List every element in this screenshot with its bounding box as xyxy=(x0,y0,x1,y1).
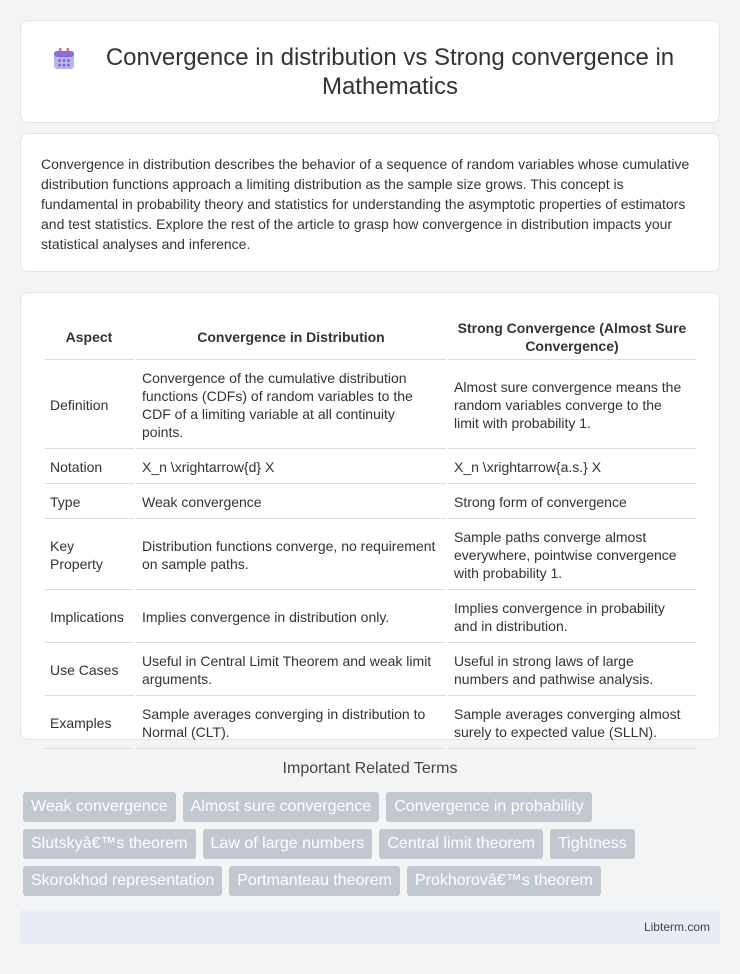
related-term-tag[interactable]: Convergence in probability xyxy=(386,792,591,822)
table-cell-aspect: Examples xyxy=(44,698,134,749)
comparison-table-card xyxy=(20,292,720,740)
related-term-tag[interactable]: Portmanteau theorem xyxy=(229,866,400,896)
table-cell: Implies convergence in probability and in distribution. xyxy=(448,592,696,643)
title-card xyxy=(20,20,720,123)
related-term-tag[interactable]: Slutskyâ€™s theorem xyxy=(23,829,196,859)
table-cell-aspect: Definition xyxy=(44,362,134,449)
table-cell-aspect: Notation xyxy=(44,451,134,484)
header-strong-convergence: Strong Convergence (Almost Sure Convergence) xyxy=(448,315,696,360)
related-term-tag[interactable]: Prokhorovâ€™s theorem xyxy=(407,866,601,896)
table-cell: Sample averages converging in distribution to Normal (CLT). xyxy=(136,698,446,749)
table-cell-aspect: Type xyxy=(44,486,134,519)
comparison-table xyxy=(42,313,698,751)
related-terms-title: Important Related Terms xyxy=(282,760,458,777)
table-cell: Strong form of convergence xyxy=(448,486,696,519)
calendar-icon xyxy=(51,46,77,72)
table-cell: Convergence of the cumulative distribution functions (CDFs) of random variables to the CDF of a limiting variable at all continuity points. xyxy=(136,362,446,449)
intro-text: Convergence in distribution describes the behavior of a sequence of random variables whose cumulative distribution functions approach a limiting distribution as the sample size grows. This concept is fundamental in probability theory and statistics for understanding the asymptotic properties of estimators and test statistics. Explore the rest of the article to grasp how convergence in distribution impacts your statistical analyses and inference. xyxy=(41,156,690,252)
related-term-tag[interactable]: Almost sure convergence xyxy=(183,792,380,822)
table-cell: Sample averages converging almost surely to expected value (SLLN). xyxy=(448,698,696,749)
table-cell: Distribution functions converge, no requirement on sample paths. xyxy=(136,521,446,590)
table-row xyxy=(44,486,696,519)
table-row xyxy=(44,645,696,696)
table-row xyxy=(44,698,696,749)
table-header-row xyxy=(44,315,696,360)
table-cell: Sample paths converge almost everywhere, pointwise convergence with probability 1. xyxy=(448,521,696,590)
related-term-tag[interactable]: Skorokhod representation xyxy=(23,866,222,896)
page-title: Convergence in distribution vs Strong convergence in Mathematics xyxy=(105,43,675,100)
footer xyxy=(20,910,720,944)
table-row xyxy=(44,521,696,590)
related-term-tag[interactable]: Law of large numbers xyxy=(203,829,373,859)
table-cell: Almost sure convergence means the random variables converge to the limit with probability 1. xyxy=(448,362,696,449)
footer-site-link[interactable]: Libterm.com xyxy=(643,920,710,934)
related-term-tag[interactable]: Weak convergence xyxy=(23,792,176,822)
title-wrap xyxy=(51,43,689,101)
table-cell-aspect: Implications xyxy=(44,592,134,643)
header-aspect: Aspect xyxy=(44,315,134,360)
table-row xyxy=(44,451,696,484)
table-cell: Weak convergence xyxy=(136,486,446,519)
table-cell: X_n \xrightarrow{d} X xyxy=(136,451,446,484)
table-row xyxy=(44,362,696,449)
table-cell: Implies convergence in distribution only. xyxy=(136,592,446,643)
related-terms-list xyxy=(23,792,703,896)
table-cell-aspect: Use Cases xyxy=(44,645,134,696)
table-cell: Useful in strong laws of large numbers and pathwise analysis. xyxy=(448,645,696,696)
header-convergence-in-distribution: Convergence in Distribution xyxy=(136,315,446,360)
table-cell-aspect: Key Property xyxy=(44,521,134,590)
intro-card xyxy=(20,133,720,272)
table-cell: Useful in Central Limit Theorem and weak limit arguments. xyxy=(136,645,446,696)
related-term-tag[interactable]: Tightness xyxy=(550,829,635,859)
related-term-tag[interactable]: Central limit theorem xyxy=(379,829,543,859)
table-row xyxy=(44,592,696,643)
table-cell: X_n \xrightarrow{a.s.} X xyxy=(448,451,696,484)
